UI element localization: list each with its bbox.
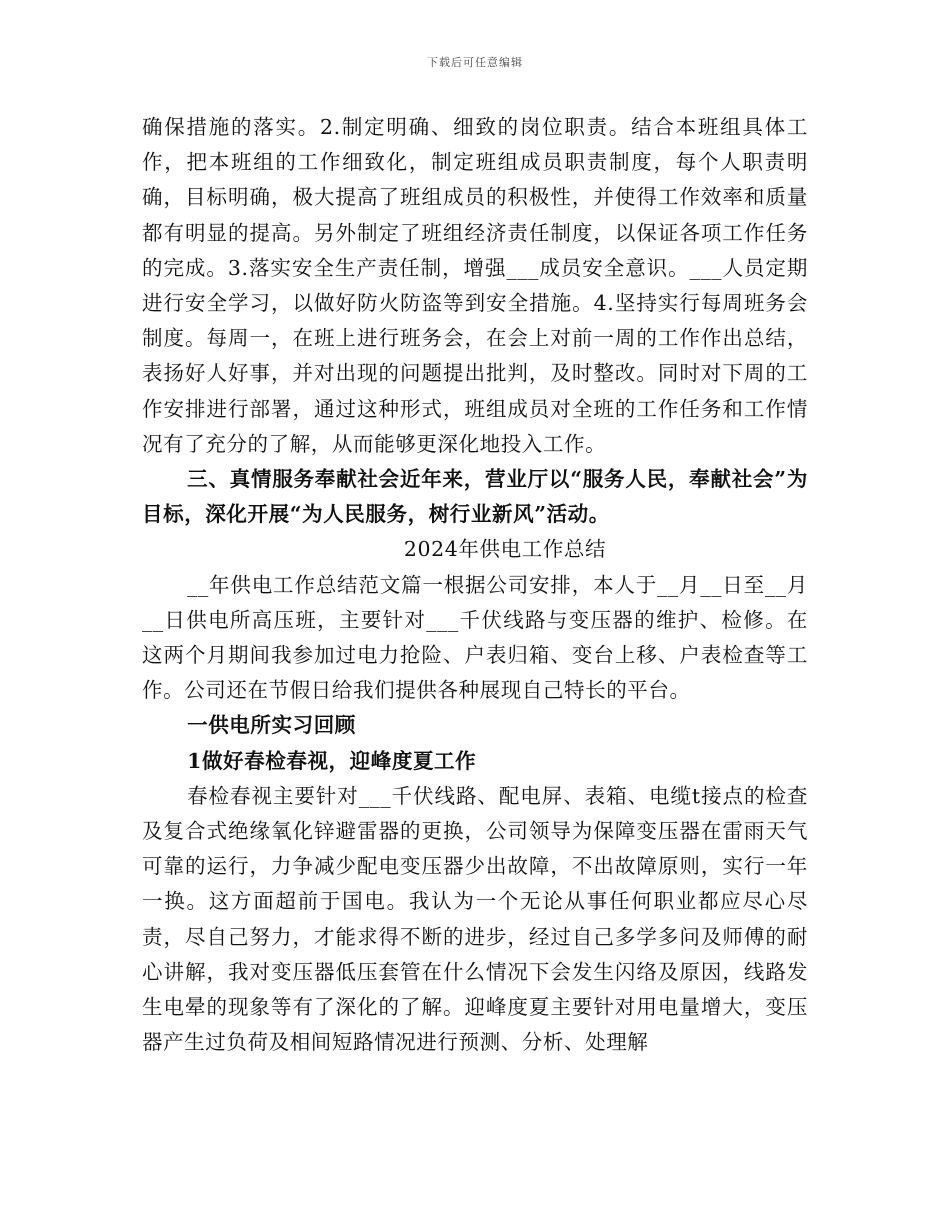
page-header: 下载后可任意编辑: [427, 56, 523, 69]
subsection-heading-one: 1做好春检春视，迎峰度夏工作: [187, 748, 477, 773]
document-title: 2024年供电工作总结: [403, 537, 607, 562]
section-heading-three: 三、真情服务奉献社会近年来，营业厅以“服务人民，奉献社会”为目标，深化开展“为人民服务，树行业新风”活动。: [142, 467, 808, 527]
paragraph-continued: 确保措施的落实。2.制定明确、细致的岗位职责。结合本班组具体工作，把本班组的工作细致化，制定班组成员职责制度，每个人职责明确，目标明确，极大提高了班组成员的积极性，并使得工作效率和质量都有明显的提高。另外制定了班组经济责任制度，以保证各项工作任务的完成。3.落实安全生产责任制，增强___成员安全意识。___人员定期进行安全学习，以做好防火防盗等到安全措施。4.坚持实行每周班务会制度。每周一，在班上进行班务会，在会上对前一周的工作作出总结，表扬好人好事，并对出现的问题提出批判，及时整改。同时对下周的工作安排进行部署，通过这种形式，班组成员对全班的工作任务和工作情况有了充分的了解，从而能够更深化地投入工作。: [142, 115, 808, 456]
intro-paragraph: __年供电工作总结范文篇一根据公司安排，本人于__月__日至__月__日供电所高压班，主要针对___千伏线路与变压器的维护、检修。在这两个月期间我参加过电力抢险、户表归箱、变台上移、户表检查等工作。公司还在节假日给我们提供各种展现自己特长的平台。: [142, 572, 808, 703]
body-paragraph: 春检春视主要针对___千伏线路、配电屏、表箱、电缆t接点的检查及复合式绝缘氧化锌避雷器的更换，公司领导为保障变压器在雷雨天气可靠的运行，力争减少配电变压器少出故障，不出故障原则，实行一年一换。这方面超前于国电。我认为一个无论从事任何职业都应尽心尽责，尽自己努力，才能求得不断的进步，经过自己多学多问及师傅的耐心讲解，我对变压器低压套管在什么情况下会发生闪络及原因，线路发生电晕的现象等有了深化的了解。迎峰度夏主要针对用电量增大，变压器产生过负荷及相间短路情况进行预测、分析、处理解: [142, 783, 808, 1055]
document-body: [142, 110, 808, 1060]
section-heading-one: 一供电所实习回顾: [187, 713, 356, 738]
